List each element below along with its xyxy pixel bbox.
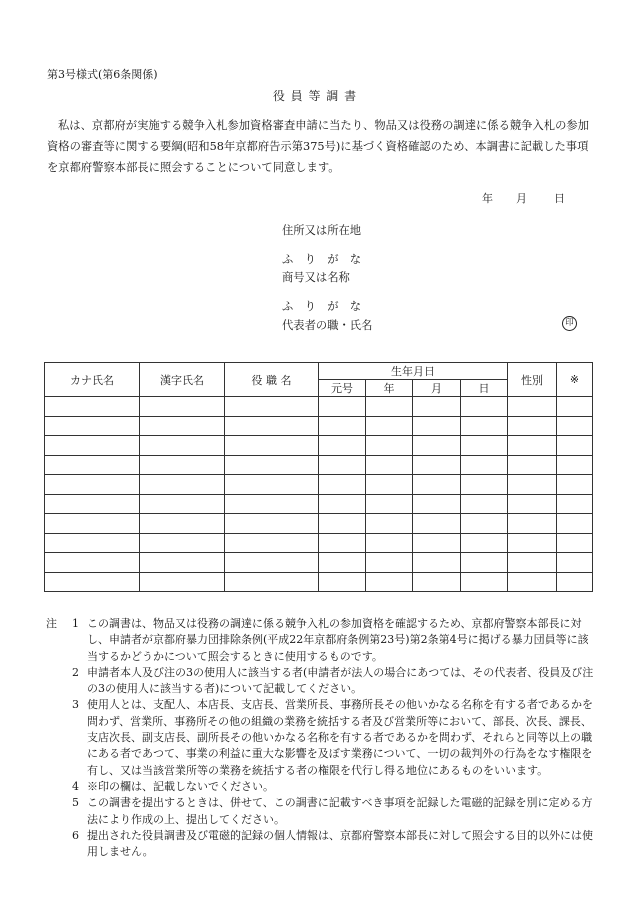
note-text: ※印の欄は、記載しないでください。 bbox=[87, 779, 274, 793]
birth-month-cell[interactable] bbox=[413, 514, 461, 534]
position-cell[interactable] bbox=[225, 475, 319, 495]
kana-name-cell[interactable] bbox=[45, 475, 140, 495]
era-cell[interactable] bbox=[319, 553, 366, 573]
note-item bbox=[64, 665, 596, 698]
position-cell[interactable] bbox=[225, 494, 319, 514]
table-row bbox=[45, 436, 593, 456]
note-number: 5 bbox=[72, 796, 79, 810]
representative-label: 代表者の職・氏名 bbox=[282, 319, 373, 332]
birth-year-cell[interactable] bbox=[366, 397, 413, 417]
birth-day-cell[interactable] bbox=[461, 397, 508, 417]
note-number: 2 bbox=[72, 665, 79, 679]
mark-cell[interactable] bbox=[557, 416, 593, 436]
note-item bbox=[64, 697, 596, 778]
kanji-name-cell[interactable] bbox=[140, 416, 225, 436]
kanji-name-cell[interactable] bbox=[140, 455, 225, 475]
birth-day-cell[interactable] bbox=[461, 533, 508, 553]
birth-month-cell[interactable] bbox=[413, 533, 461, 553]
gender-cell[interactable] bbox=[508, 475, 557, 495]
officers-table bbox=[44, 362, 593, 592]
birth-month-cell[interactable] bbox=[413, 455, 461, 475]
birth-day-cell[interactable] bbox=[461, 572, 508, 592]
note-item bbox=[64, 828, 596, 861]
note-number: 3 bbox=[72, 698, 79, 712]
position-cell[interactable] bbox=[225, 436, 319, 456]
birth-year-cell[interactable] bbox=[366, 455, 413, 475]
notes-prefix: 注 bbox=[46, 617, 57, 630]
table-row bbox=[45, 514, 593, 534]
kanji-name-cell[interactable] bbox=[140, 572, 225, 592]
birth-year-cell[interactable] bbox=[366, 514, 413, 534]
header-birth-month: 月 bbox=[413, 380, 461, 397]
gender-cell[interactable] bbox=[508, 455, 557, 475]
birth-month-cell[interactable] bbox=[413, 572, 461, 592]
mark-cell[interactable] bbox=[557, 475, 593, 495]
header-birth-day: 日 bbox=[461, 380, 508, 397]
mark-cell[interactable] bbox=[557, 436, 593, 456]
kanji-name-cell[interactable] bbox=[140, 494, 225, 514]
birth-day-cell[interactable] bbox=[461, 455, 508, 475]
birth-year-cell[interactable] bbox=[366, 533, 413, 553]
kana-name-cell[interactable] bbox=[45, 572, 140, 592]
table-row bbox=[45, 553, 593, 573]
birth-year-cell[interactable] bbox=[366, 416, 413, 436]
birth-year-cell[interactable] bbox=[366, 436, 413, 456]
note-text: 申請者本人及び注の3の使用人に該当する者(申請者が法人の場合にあつては、その代表者、役員及び注の3の使用人に該当する者)について記載してください。 bbox=[87, 665, 594, 696]
era-cell[interactable] bbox=[319, 436, 366, 456]
trade-name-label: 商号又は名称 bbox=[282, 271, 350, 284]
position-cell[interactable] bbox=[225, 533, 319, 553]
officers-table-body bbox=[45, 397, 593, 592]
era-cell[interactable] bbox=[319, 533, 366, 553]
gender-cell[interactable] bbox=[508, 553, 557, 573]
furigana-label: ふ り が な bbox=[282, 300, 362, 313]
position-cell[interactable] bbox=[225, 514, 319, 534]
header-mark: ※ bbox=[557, 363, 593, 397]
kana-name-cell[interactable] bbox=[45, 533, 140, 553]
birth-year-cell[interactable] bbox=[366, 475, 413, 495]
gender-cell[interactable] bbox=[508, 436, 557, 456]
birth-month-cell[interactable] bbox=[413, 416, 461, 436]
kana-name-cell[interactable] bbox=[45, 455, 140, 475]
era-cell[interactable] bbox=[319, 416, 366, 436]
mark-cell[interactable] bbox=[557, 397, 593, 417]
era-cell[interactable] bbox=[319, 494, 366, 514]
note-text: 使用人とは、支配人、本店長、支店長、営業所長、事務所長その他いかなる名称を有する者であるかを問わず、営業所、事務所その他の組織の業務を統括する者及び営業所等において、部長、次長、課長、支店次長、副支店長、副所長その他いかなる名称を有する者であるかを問わず、それらと同等以上の職にある者であつて、事業の利益に重大な影響を及ぼす業務について、一切の裁判外の行為をなす権限を有し、又は当該営業所等の業務を統括する者の権限を代行し得る地位にあるものをいいます。 bbox=[87, 698, 593, 777]
birth-day-cell[interactable] bbox=[461, 514, 508, 534]
kanji-name-cell[interactable] bbox=[140, 397, 225, 417]
kana-name-cell[interactable] bbox=[45, 553, 140, 573]
kanji-name-cell[interactable] bbox=[140, 475, 225, 495]
header-birthdate: 生年月日 bbox=[319, 363, 508, 380]
furigana-label: ふ り が な bbox=[282, 253, 362, 266]
table-row bbox=[45, 475, 593, 495]
date-year-label: 年 bbox=[482, 192, 493, 205]
mark-cell[interactable] bbox=[557, 455, 593, 475]
note-item bbox=[64, 616, 596, 665]
position-cell[interactable] bbox=[225, 572, 319, 592]
birth-month-cell[interactable] bbox=[413, 475, 461, 495]
header-kanji-name: 漢字氏名 bbox=[140, 363, 225, 397]
position-cell[interactable] bbox=[225, 416, 319, 436]
birth-day-cell[interactable] bbox=[461, 553, 508, 573]
position-cell[interactable] bbox=[225, 553, 319, 573]
kana-name-cell[interactable] bbox=[45, 416, 140, 436]
kanji-name-cell[interactable] bbox=[140, 514, 225, 534]
table-row bbox=[45, 572, 593, 592]
birth-day-cell[interactable] bbox=[461, 475, 508, 495]
kana-name-cell[interactable] bbox=[45, 514, 140, 534]
notes-section bbox=[46, 616, 596, 860]
mark-cell[interactable] bbox=[557, 553, 593, 573]
gender-cell[interactable] bbox=[508, 572, 557, 592]
birth-month-cell[interactable] bbox=[413, 436, 461, 456]
table-row bbox=[45, 397, 593, 417]
gender-cell[interactable] bbox=[508, 397, 557, 417]
note-number: 4 bbox=[72, 779, 79, 793]
kanji-name-cell[interactable] bbox=[140, 553, 225, 573]
era-cell[interactable] bbox=[319, 514, 366, 534]
kana-name-cell[interactable] bbox=[45, 494, 140, 514]
gender-cell[interactable] bbox=[508, 514, 557, 534]
mark-cell[interactable] bbox=[557, 533, 593, 553]
birth-day-cell[interactable] bbox=[461, 436, 508, 456]
note-number: 1 bbox=[72, 617, 79, 630]
birth-year-cell[interactable] bbox=[366, 572, 413, 592]
date-day-label: 日 bbox=[554, 192, 565, 205]
document-title: 役 員 等 調 書 bbox=[272, 89, 358, 103]
note-item bbox=[64, 779, 596, 795]
era-cell[interactable] bbox=[319, 397, 366, 417]
gender-cell[interactable] bbox=[508, 494, 557, 514]
note-item bbox=[64, 795, 596, 828]
birth-month-cell[interactable] bbox=[413, 397, 461, 417]
birth-year-cell[interactable] bbox=[366, 553, 413, 573]
address-label: 住所又は所在地 bbox=[282, 224, 362, 237]
header-position: 役 職 名 bbox=[225, 363, 319, 397]
table-row bbox=[45, 455, 593, 475]
notes-list bbox=[46, 616, 596, 860]
note-text: 提出された役員調書及び電磁的記録の個人情報は、京都府警察本部長に対して照会する目的以外には使用しません。 bbox=[87, 828, 593, 859]
note-number: 6 bbox=[72, 828, 79, 842]
era-cell[interactable] bbox=[319, 572, 366, 592]
era-cell[interactable] bbox=[319, 475, 366, 495]
note-text: この調書を提出するときは、併せて、この調書に記載すべき事項を記録した電磁的記録を別に定める方法により作成の上、提出してください。 bbox=[87, 796, 593, 826]
header-birth-year: 年 bbox=[366, 380, 413, 397]
mark-cell[interactable] bbox=[557, 514, 593, 534]
gender-cell[interactable] bbox=[508, 416, 557, 436]
mark-cell[interactable] bbox=[557, 572, 593, 592]
gender-cell[interactable] bbox=[508, 533, 557, 553]
consent-statement: 私は、京都府が実施する競争入札参加資格審査申請に当たり、物品又は役務の調達に係る競争入札の参加資格の審査等に関する要綱(昭和58年京都府告示第375号)に基づく資格確認のため、本調書に記載した事項を京都府警察本部長に照会することについて同意します。 bbox=[47, 119, 589, 174]
birth-month-cell[interactable] bbox=[413, 553, 461, 573]
header-era: 元号 bbox=[319, 380, 366, 397]
note-text: この調書は、物品又は役務の調達に係る競争入札の参加資格を確認するため、京都府警察本部長に対し、申請者が京都府暴力団排除条例(平成22年京都府条例第23号)第2条第4号に掲げる暴力団員等に該当するかどうかについて照会するときに使用するものです。 bbox=[87, 617, 589, 663]
form-number: 第3号様式(第6条関係) bbox=[47, 68, 158, 81]
position-cell[interactable] bbox=[225, 397, 319, 417]
kana-name-cell[interactable] bbox=[45, 397, 140, 417]
kana-name-cell[interactable] bbox=[45, 436, 140, 456]
date-month-label: 月 bbox=[516, 192, 527, 205]
seal-mark: 印 bbox=[562, 316, 577, 331]
birth-day-cell[interactable] bbox=[461, 416, 508, 436]
birth-month-cell[interactable] bbox=[413, 494, 461, 514]
table-row bbox=[45, 416, 593, 436]
header-kana-name: カナ氏名 bbox=[45, 363, 140, 397]
era-cell[interactable] bbox=[319, 455, 366, 475]
kanji-name-cell[interactable] bbox=[140, 533, 225, 553]
kanji-name-cell[interactable] bbox=[140, 436, 225, 456]
birth-year-cell[interactable] bbox=[366, 494, 413, 514]
position-cell[interactable] bbox=[225, 455, 319, 475]
table-row bbox=[45, 494, 593, 514]
birth-day-cell[interactable] bbox=[461, 494, 508, 514]
table-row bbox=[45, 533, 593, 553]
mark-cell[interactable] bbox=[557, 494, 593, 514]
header-gender: 性別 bbox=[508, 363, 557, 397]
